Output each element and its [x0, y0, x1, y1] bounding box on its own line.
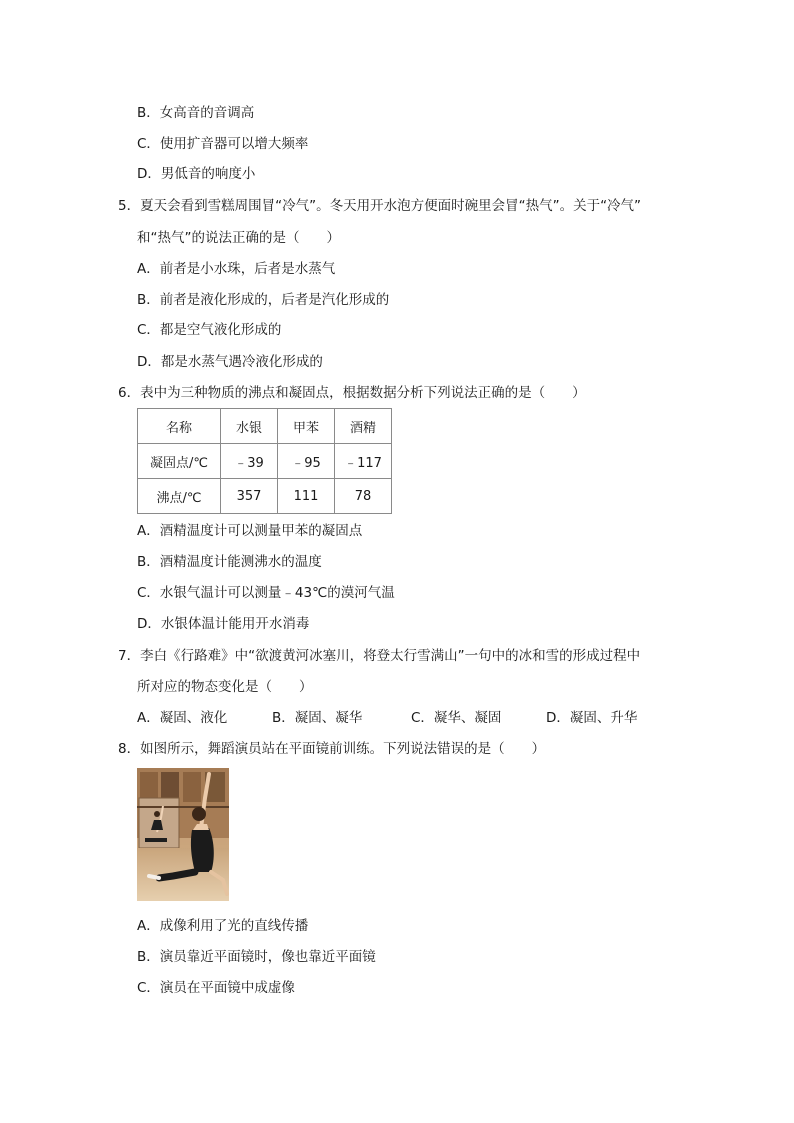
q7-option-b: B．凝固、凝华 [272, 710, 363, 726]
q5-option-d: D．都是水蒸气遇冷液化形成的 [137, 354, 323, 370]
substance-table [137, 408, 392, 514]
q6-stem: 6．表中为三种物质的沸点和凝固点，根据数据分析下列说法正确的是（ ） [118, 385, 586, 401]
table-header-toluene: 甲苯 [278, 409, 335, 444]
q7-stem-line2: 所对应的物态变化是（ ） [137, 679, 313, 695]
dancer-illustration [137, 768, 229, 901]
q5-option-b: B．前者是液化形成的，后者是汽化形成的 [137, 292, 390, 308]
table-header-alcohol: 酒精 [335, 409, 392, 444]
q6-option-c: C．水银气温计可以测量﹣43℃的漠河气温 [137, 585, 395, 601]
q6-option-b: B．酒精温度计能测沸水的温度 [137, 554, 322, 570]
q5-option-c: C．都是空气液化形成的 [137, 322, 282, 338]
q7-option-d: D．凝固、升华 [546, 710, 638, 726]
q4-option-c: C．使用扩音器可以增大频率 [137, 136, 309, 152]
q5-option-a: A．前者是小水珠，后者是水蒸气 [137, 261, 336, 277]
q7-options-row [0, 708, 794, 728]
table-header-mercury: 水银 [221, 409, 278, 444]
table-row [138, 479, 392, 514]
table-cell: ﹣117 [335, 444, 392, 479]
q7-option-a: A．凝固、液化 [137, 710, 228, 726]
table-cell: ﹣95 [278, 444, 335, 479]
q8-option-a: A．成像利用了光的直线传播 [137, 918, 309, 934]
q6-option-a: A．酒精温度计可以测量甲苯的凝固点 [137, 523, 363, 539]
q8-option-b: B．演员靠近平面镜时，像也靠近平面镜 [137, 949, 376, 965]
q8-stem: 8．如图所示，舞蹈演员站在平面镜前训练。下列说法错误的是（ ） [118, 741, 546, 757]
q7-stem-line1: 7．李白《行路难》中“欲渡黄河冰塞川，将登太行雪满山”一句中的冰和雪的形成过程中 [118, 648, 641, 664]
q7-option-c: C．凝华、凝固 [411, 710, 502, 726]
table-cell: 357 [221, 479, 278, 514]
table-cell: 凝固点/℃ [138, 444, 221, 479]
table-row [138, 409, 392, 444]
q8-option-c: C．演员在平面镜中成虚像 [137, 980, 295, 996]
table-cell: 78 [335, 479, 392, 514]
q6-option-d: D．水银体温计能用开水消毒 [137, 616, 310, 632]
table-cell: ﹣39 [221, 444, 278, 479]
q4-option-d: D．男低音的响度小 [137, 166, 256, 182]
q5-stem-line2: 和“热气”的说法正确的是（ ） [137, 230, 340, 246]
table-row [138, 444, 392, 479]
table-header-name: 名称 [138, 409, 221, 444]
table-cell: 111 [278, 479, 335, 514]
table-cell: 沸点/℃ [138, 479, 221, 514]
q5-stem-line1: 5．夏天会看到雪糕周围冒“冷气”。冬天用开水泡方便面时碗里会冒“热气”。关于“冷气” [118, 198, 642, 214]
dancer-mirror-photo [137, 768, 229, 901]
q4-option-b: B．女高音的音调高 [137, 105, 255, 121]
